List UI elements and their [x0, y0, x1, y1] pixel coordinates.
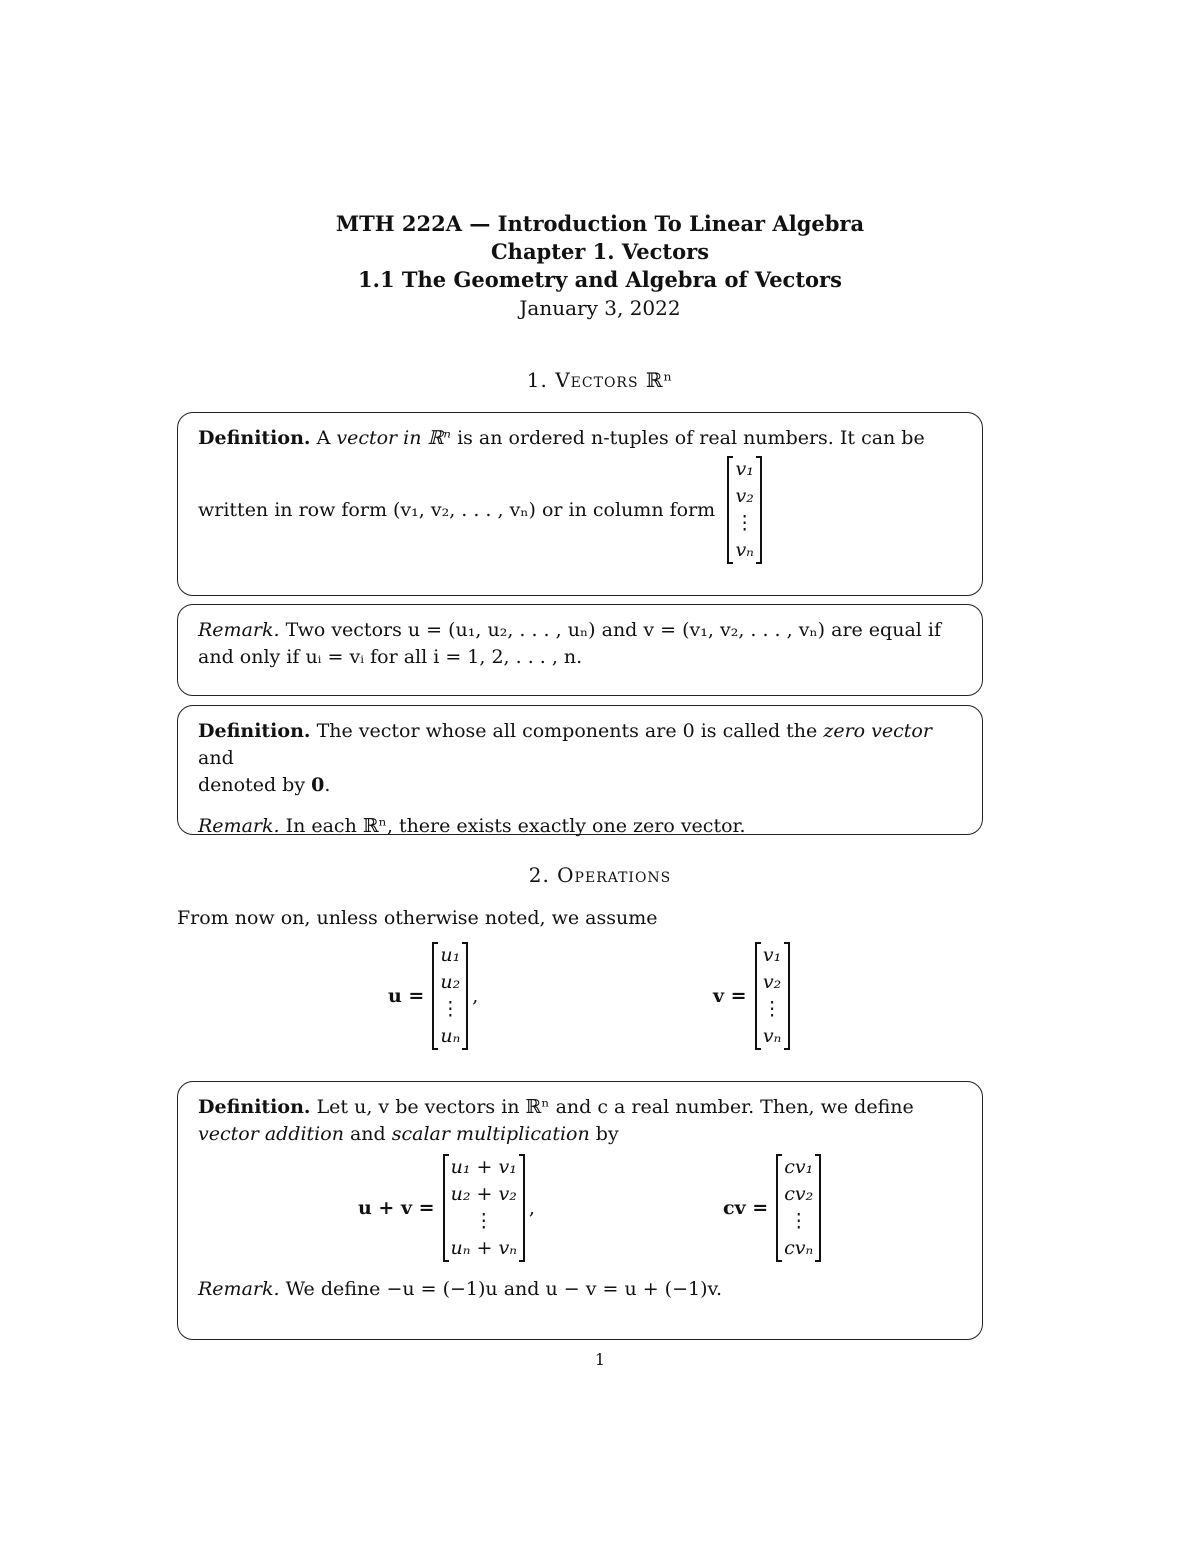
equation-label: u + v =	[358, 1197, 435, 1219]
column-vector-u	[432, 942, 468, 1050]
vector-entry: uₙ + vₙ	[450, 1237, 517, 1259]
section-heading-operations: 2. Operations	[528, 863, 672, 887]
definition-text: written in row form (v₁, v₂, . . . , vₙ) or in column form	[198, 499, 716, 521]
definition-text: A	[316, 427, 331, 449]
vector-entry: ⋮	[440, 998, 460, 1020]
course-title: MTH 222A — Introduction To Linear Algebra	[335, 211, 865, 236]
vector-entry: v₂	[735, 485, 754, 507]
vector-entry: u₁	[440, 944, 461, 966]
definition-text: Let u, v be vectors in ℝⁿ and c a real number. Then, we define	[316, 1096, 914, 1118]
definition-box-operations	[177, 1081, 983, 1340]
definition-term: scalar multiplication	[391, 1123, 590, 1145]
document-date: January 3, 2022	[519, 296, 681, 320]
vector-v-definition	[713, 942, 794, 1050]
remark-text: We define −u = (−1)u and u − v = u + (−1)v.	[285, 1278, 723, 1300]
definition-box-vector	[177, 412, 983, 596]
vector-entry: v₂	[762, 971, 782, 993]
definition-text: is an ordered n-tuples of real numbers. It can be	[457, 427, 925, 449]
definition-lead: Definition.	[198, 427, 311, 449]
definition-term: zero vector	[823, 720, 932, 742]
remark-line	[198, 617, 962, 644]
remark-box-equality	[177, 604, 983, 696]
definition-line	[198, 1121, 962, 1148]
remark-text: In each ℝⁿ, there exists exactly one zero vector.	[285, 815, 746, 837]
definition-line	[198, 772, 962, 799]
definition-term: vector addition	[198, 1123, 344, 1145]
vector-entry: ⋮	[735, 512, 755, 534]
vector-entry: cv₂	[784, 1183, 814, 1205]
vector-entry: u₂	[440, 971, 461, 993]
definition-text: and	[198, 747, 234, 769]
definition-line	[198, 1094, 962, 1121]
column-vector	[727, 456, 762, 564]
vector-entry: v₁	[762, 944, 782, 966]
vector-entry: cvₙ	[784, 1237, 814, 1259]
definition-box-zero-vector	[177, 705, 983, 835]
definition-text: The vector whose all components are 0 is called the	[316, 720, 818, 742]
column-vector-sum	[443, 1154, 525, 1262]
definition-text: .	[324, 774, 331, 796]
definition-lead: Definition.	[198, 720, 311, 742]
definition-text: by	[595, 1123, 619, 1145]
column-vector-v	[755, 942, 790, 1050]
chapter-title: Chapter 1. Vectors	[490, 239, 710, 264]
vector-entry: vₙ	[735, 539, 754, 561]
section-title: 1.1 The Geometry and Algebra of Vectors	[358, 267, 842, 292]
vector-entry: ⋮	[474, 1210, 494, 1232]
remark-lead: Remark.	[198, 619, 280, 641]
definition-term: vector in ℝⁿ	[336, 427, 452, 449]
vector-entry: uₙ	[440, 1025, 461, 1047]
title-block	[0, 210, 1200, 322]
vector-entry: u₁ + v₁	[450, 1156, 517, 1178]
column-vector-scalar	[776, 1154, 821, 1262]
vector-entry: vₙ	[762, 1025, 782, 1047]
equation-label: u =	[388, 985, 425, 1007]
intro-text: From now on, unless otherwise noted, we assume	[177, 907, 658, 929]
definition-line	[198, 718, 962, 772]
remark-line	[198, 1276, 962, 1303]
definition-text: and	[349, 1123, 386, 1145]
zero-vector-symbol: 0	[311, 774, 325, 796]
equation-label: v =	[713, 985, 747, 1007]
definition-text: denoted by	[198, 774, 306, 796]
column-form-row	[198, 456, 962, 564]
scalar-multiple-definition	[723, 1154, 825, 1262]
remark-text: and only if uᵢ = vᵢ for all i = 1, 2, . . . , n.	[198, 646, 583, 668]
definition-line	[198, 425, 962, 452]
vector-entry: ⋮	[762, 998, 782, 1020]
equation-comma: ,	[528, 1197, 535, 1219]
vector-entry: u₂ + v₂	[450, 1183, 517, 1205]
remark-line	[198, 813, 962, 840]
remark-text: Two vectors u = (u₁, u₂, . . . , uₙ) and v = (v₁, v₂, . . . , vₙ) are equal if	[285, 619, 942, 641]
equation-comma: ,	[472, 985, 479, 1007]
vector-entry: v₁	[735, 458, 754, 480]
definition-lead: Definition.	[198, 1096, 311, 1118]
operations-equations	[198, 1148, 962, 1266]
vector-u-definition	[388, 942, 478, 1050]
page-number: 1	[594, 1350, 606, 1369]
section-heading-vectors: 1. Vectors ℝⁿ	[526, 368, 674, 392]
remark-lead: Remark.	[198, 1278, 280, 1300]
equation-label: cv =	[723, 1197, 769, 1219]
vector-entry: ⋮	[789, 1210, 809, 1232]
vector-entry: cv₁	[784, 1156, 814, 1178]
vector-sum-definition	[358, 1154, 535, 1262]
remark-lead: Remark.	[198, 815, 280, 837]
